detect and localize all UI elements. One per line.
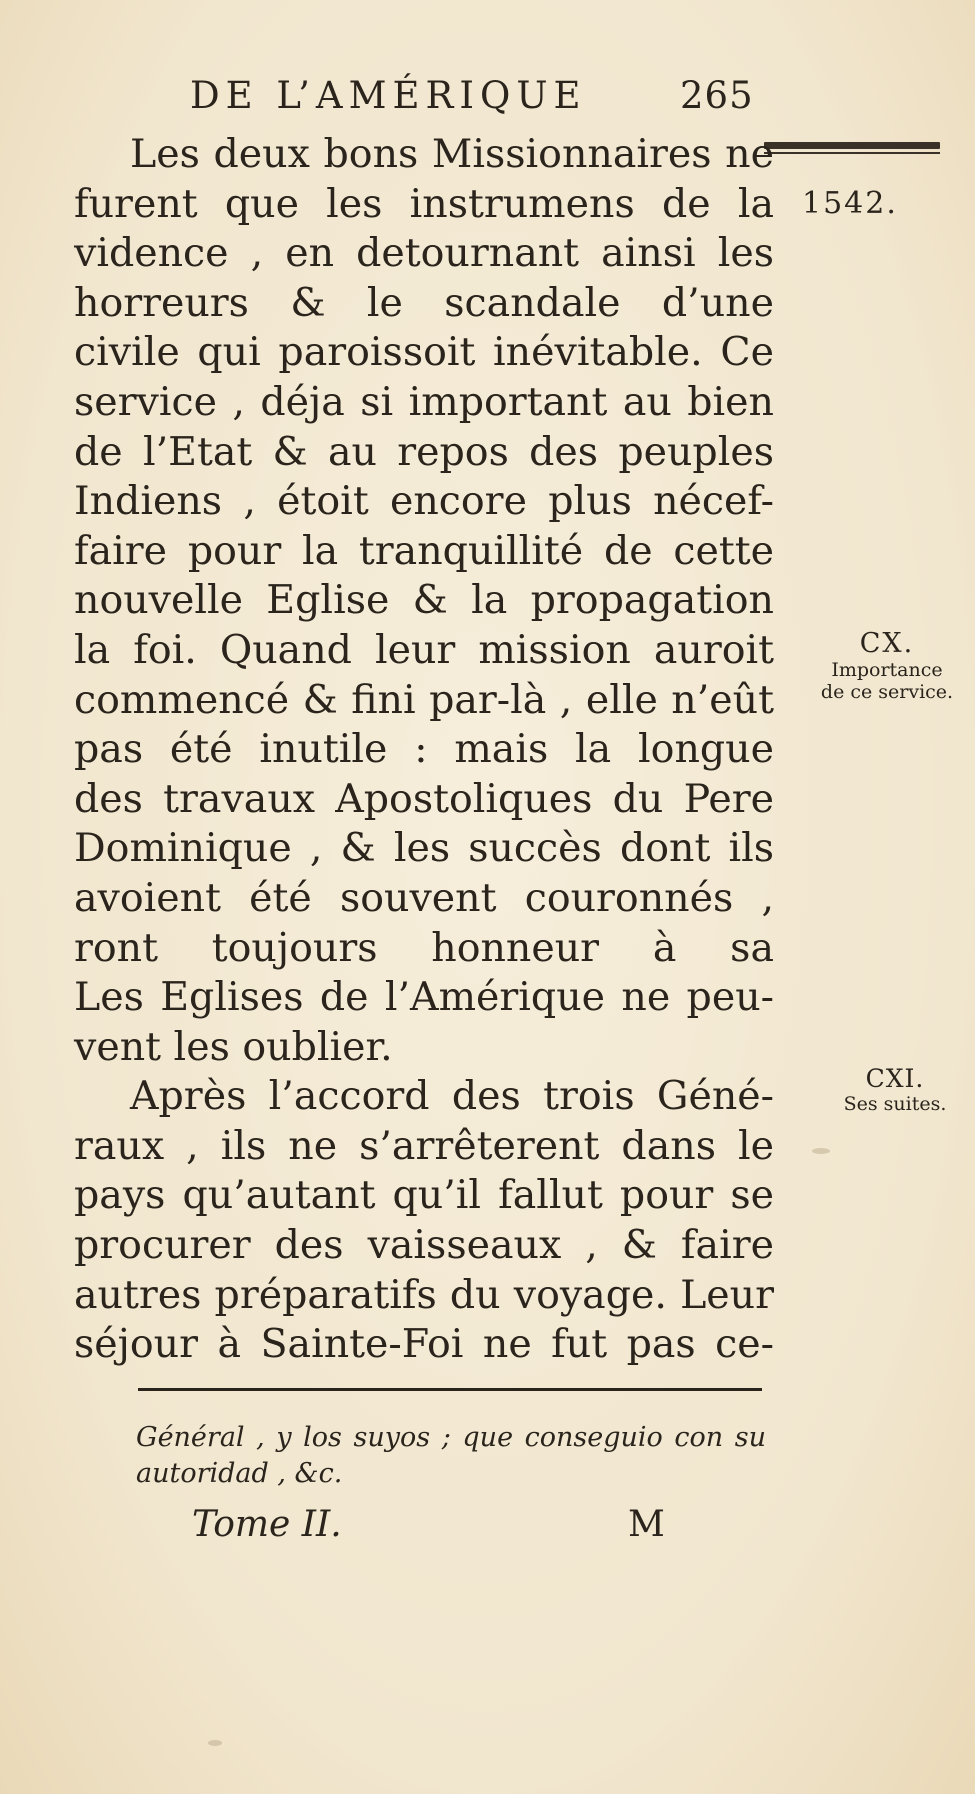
body-line: Dominique , & les succès dont ils [74, 825, 774, 872]
body-text [74, 130, 774, 1370]
body-line: Les deux bons Missionnaires ne [130, 131, 774, 177]
body-line: séjour à Sainte-Foi ne fut pas ce- [74, 1321, 774, 1368]
paper-stain [812, 1148, 830, 1154]
margin-ornament-rule [764, 142, 940, 164]
body-line: raux , ils ne s’arrêterent dans le [74, 1122, 774, 1169]
footnote [136, 1420, 766, 1492]
body-line: civile qui paroissoit inévitable. Ce [74, 329, 774, 376]
body-line: furent que les instrumens de la [74, 180, 774, 227]
page-number: 265 [680, 74, 754, 117]
body-line: service , déja si important au bien [74, 378, 774, 425]
body-line: vidence , en detournant ainsi les [74, 230, 774, 277]
body-line: des travaux Apostoliques du Pere [74, 775, 774, 822]
margin-note-line: de ce service. [820, 681, 954, 703]
gathering-mark: M [628, 1504, 665, 1545]
footnote-line: Général , y los suyos ; que conseguio con su [136, 1422, 766, 1453]
body-line: pas été inutile : mais la longue [74, 726, 774, 773]
body-line: faire pour la tranquillité de cette [74, 527, 774, 574]
footnote-line: autoridad , &c. [136, 1458, 343, 1489]
margin-note-cx [812, 628, 962, 703]
body-line: ront toujours honneur à sa [74, 924, 774, 971]
body-line: Les Eglises de l’Amérique ne peu- [74, 974, 774, 1021]
running-head [190, 74, 790, 134]
body-line: de l’Etat & au repos des peuples [74, 428, 774, 475]
paper-stain [208, 1740, 222, 1746]
margin-note-cxi [820, 1064, 970, 1115]
body-line: commencé & fini par-là , elle n’eût [74, 676, 774, 723]
margin-year: 1542. [802, 186, 898, 221]
footnote-divider [138, 1388, 762, 1391]
body-line: avoient été souvent couronnés , [74, 874, 774, 921]
body-line: autres préparatifs du voyage. Leur [74, 1271, 774, 1318]
margin-note-line: Importance [831, 659, 943, 681]
signature-line [192, 1504, 712, 1554]
body-line: procurer des vaisseaux , & faire [74, 1222, 774, 1269]
body-line: Indiens , étoit encore plus nécef- [74, 478, 774, 525]
body-line: la foi. Quand leur mission auroit [74, 626, 774, 673]
volume-signature: Tome II. [192, 1504, 342, 1545]
margin-note-number: CX. [859, 628, 915, 659]
body-line: vent les oublier. [74, 1023, 393, 1070]
body-line: horreurs & le scandale d’une [74, 279, 774, 326]
running-head-title: DE L’AMÉRIQUE [190, 74, 587, 117]
margin-note-line: Ses suites. [843, 1093, 947, 1115]
body-line: pays qu’autant qu’il fallut pour se [74, 1172, 774, 1219]
body-line: nouvelle Eglise & la propagation [74, 577, 774, 624]
body-line: Après l’accord des trois Géné- [130, 1073, 774, 1120]
margin-note-number: CXI. [865, 1064, 925, 1093]
